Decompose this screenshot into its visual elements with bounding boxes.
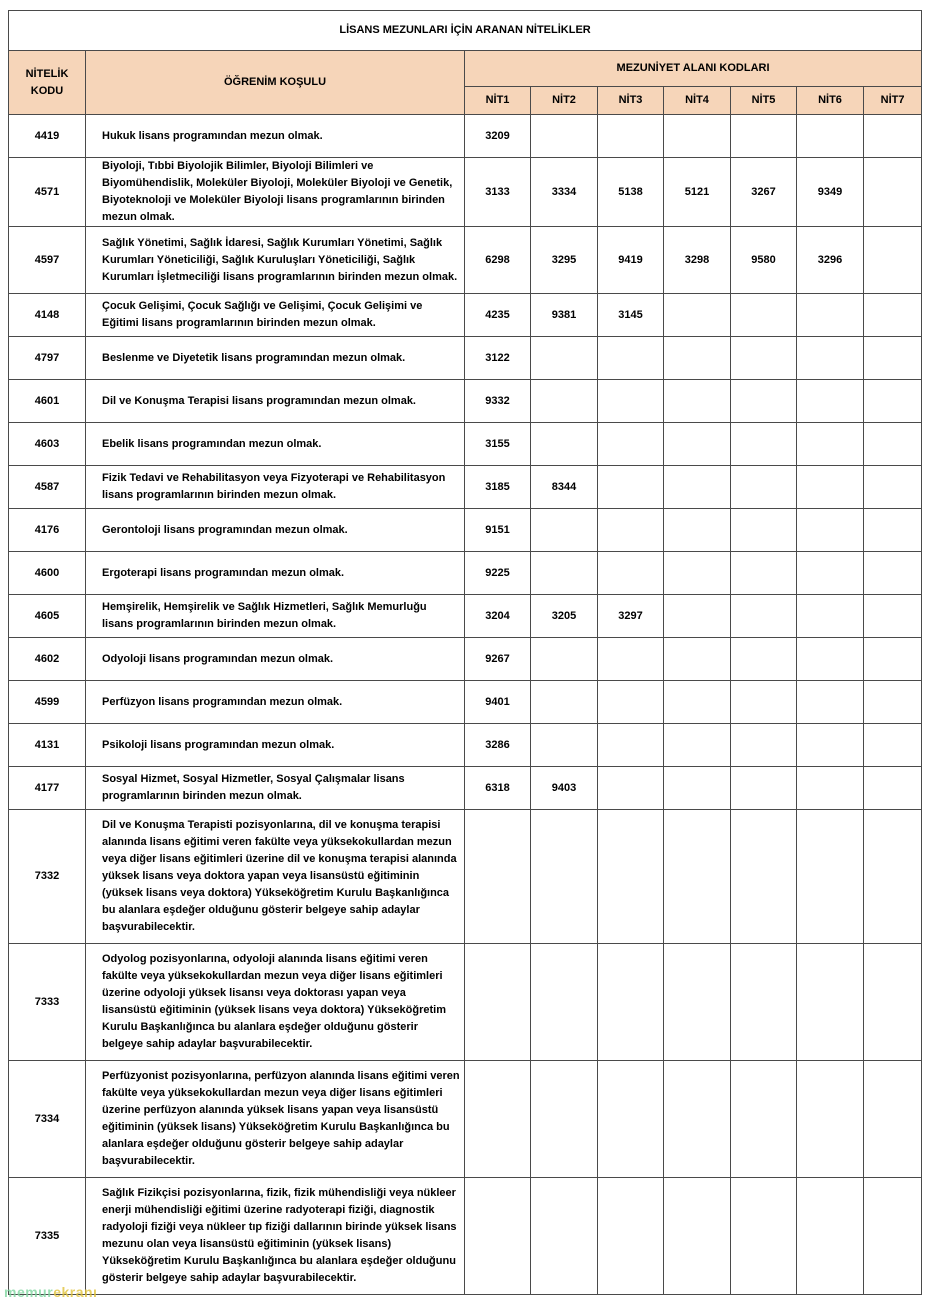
table-row bbox=[9, 337, 922, 380]
nit6-code: 9349 bbox=[797, 158, 864, 227]
qualification-code: 4602 bbox=[9, 638, 86, 681]
table-row bbox=[9, 115, 922, 158]
education-condition: Sağlık Fizikçisi pozisyonlarına, fizik, fizik mühendisliği veya nükleer enerji mühendisliği eğitimi üzerine radyoterapi fiziği, diagnostik radyoloji fiziği veya nükleer tıp fiziği dallarının birinde yüksek lisans mezunu olan veya lisansüstü eğitiminin (yüksek lisans) Yükseköğretim Kurulu Başkanlığınca bu alanlara eşdeğer olduğunu gösterir belgeye sahip adaylar başvurabilecektir. bbox=[86, 1178, 465, 1295]
education-condition: Gerontoloji lisans programından mezun olmak. bbox=[86, 509, 465, 552]
nit1-code: 3209 bbox=[465, 115, 531, 158]
nit7-code bbox=[864, 681, 922, 724]
nit4-code bbox=[664, 423, 731, 466]
nit1-code: 9401 bbox=[465, 681, 531, 724]
qualification-code: 4177 bbox=[9, 767, 86, 810]
qualification-code: 7332 bbox=[9, 810, 86, 944]
education-condition: Odyoloji lisans programından mezun olmak. bbox=[86, 638, 465, 681]
watermark-logo: memurekranı bbox=[4, 1284, 98, 1300]
nit2-code bbox=[531, 1178, 598, 1295]
nit5-code bbox=[731, 552, 797, 595]
nit2-code: 9403 bbox=[531, 767, 598, 810]
education-condition: Ergoterapi lisans programından mezun olmak. bbox=[86, 552, 465, 595]
nit1-code: 6298 bbox=[465, 227, 531, 294]
nit7-code bbox=[864, 423, 922, 466]
nit1-code: 3185 bbox=[465, 466, 531, 509]
nit5-code bbox=[731, 466, 797, 509]
table-row bbox=[9, 509, 922, 552]
nit6-code bbox=[797, 509, 864, 552]
nit6-code bbox=[797, 810, 864, 944]
nit6-code bbox=[797, 681, 864, 724]
nit4-code bbox=[664, 724, 731, 767]
qualification-code: 4797 bbox=[9, 337, 86, 380]
qualification-code: 4148 bbox=[9, 294, 86, 337]
qualifications-table bbox=[8, 10, 922, 1295]
nit2-code bbox=[531, 681, 598, 724]
nit3-code: 3145 bbox=[598, 294, 664, 337]
education-condition: Biyoloji, Tıbbi Biyolojik Bilimler, Biyoloji Bilimleri ve Biyomühendislik, Moleküler Biyoloji, Moleküler Biyoloji ve Genetik, Biyoteknoloji ve Moleküler Biyoloji lisans programlarının birinden mezun olmak. bbox=[86, 158, 465, 227]
nit7-code bbox=[864, 227, 922, 294]
education-condition: Perfüzyon lisans programından mezun olmak. bbox=[86, 681, 465, 724]
nit4-code bbox=[664, 380, 731, 423]
nit7-code bbox=[864, 595, 922, 638]
nit6-code bbox=[797, 552, 864, 595]
nit4-code bbox=[664, 509, 731, 552]
header-condition: ÖĞRENİM KOŞULU bbox=[86, 51, 465, 115]
nit6-code bbox=[797, 638, 864, 681]
education-condition: Fizik Tedavi ve Rehabilitasyon veya Fizyoterapi ve Rehabilitasyon lisans programlarının birinden mezun olmak. bbox=[86, 466, 465, 509]
nit6-code bbox=[797, 595, 864, 638]
nit3-code: 9419 bbox=[598, 227, 664, 294]
nit7-code bbox=[864, 158, 922, 227]
education-condition: Sosyal Hizmet, Sosyal Hizmetler, Sosyal Çalışmalar lisans programlarının birinden mezun olmak. bbox=[86, 767, 465, 810]
nit2-code bbox=[531, 724, 598, 767]
nit1-code: 9332 bbox=[465, 380, 531, 423]
nit1-code: 9267 bbox=[465, 638, 531, 681]
header-code: NİTELİK KODU bbox=[9, 51, 86, 115]
nit5-code bbox=[731, 380, 797, 423]
qualification-code: 4571 bbox=[9, 158, 86, 227]
nit4-code: 3298 bbox=[664, 227, 731, 294]
header-nit7: NİT7 bbox=[864, 87, 922, 115]
nit3-code bbox=[598, 638, 664, 681]
nit5-code: 3267 bbox=[731, 158, 797, 227]
header-nit3: NİT3 bbox=[598, 87, 664, 115]
nit7-code bbox=[864, 944, 922, 1061]
table-row bbox=[9, 380, 922, 423]
qualification-code: 4419 bbox=[9, 115, 86, 158]
nit3-code bbox=[598, 337, 664, 380]
nit5-code bbox=[731, 423, 797, 466]
nit5-code bbox=[731, 595, 797, 638]
education-condition: Hemşirelik, Hemşirelik ve Sağlık Hizmetleri, Sağlık Memurluğu lisans programlarının birinden mezun olmak. bbox=[86, 595, 465, 638]
nit3-code bbox=[598, 1061, 664, 1178]
nit1-code: 6318 bbox=[465, 767, 531, 810]
education-condition: Ebelik lisans programından mezun olmak. bbox=[86, 423, 465, 466]
education-condition: Beslenme ve Diyetetik lisans programından mezun olmak. bbox=[86, 337, 465, 380]
nit7-code bbox=[864, 552, 922, 595]
header-nit4: NİT4 bbox=[664, 87, 731, 115]
nit1-code: 3204 bbox=[465, 595, 531, 638]
nit6-code bbox=[797, 423, 864, 466]
education-condition: Perfüzyonist pozisyonlarına, perfüzyon alanında lisans eğitimi veren fakülte veya yüksekokullardan mezun veya diğer lisans eğitimleri üzerine perfüzyon alanında yüksek lisans yapan veya lisansüstü eğitiminin (yüksek lisans) Yükseköğretim Kurulu Başkanlığınca bu alanlara eşdeğer olduğunu gösterir belgeye sahip adaylar başvurabilecektir. bbox=[86, 1061, 465, 1178]
table-row bbox=[9, 1178, 922, 1295]
nit6-code bbox=[797, 1061, 864, 1178]
nit4-code bbox=[664, 552, 731, 595]
table-title: LİSANS MEZUNLARI İÇİN ARANAN NİTELİKLER bbox=[9, 11, 922, 51]
nit3-code bbox=[598, 810, 664, 944]
nit5-code bbox=[731, 944, 797, 1061]
nit3-code bbox=[598, 115, 664, 158]
education-condition: Odyolog pozisyonlarına, odyoloji alanında lisans eğitimi veren fakülte veya yüksekokullardan mezun veya diğer lisans eğitimleri üzerine odyoloji yüksek lisansı veya doktorası yapan veya lisansüstü eğitiminin (yüksek lisans veya doktora) Yükseköğretim Kurulu Başkanlığınca bu alanlara eşdeğer olduğunu gösterir belgeye sahip adaylar başvurabilecektir. bbox=[86, 944, 465, 1061]
nit4-code bbox=[664, 294, 731, 337]
nit2-code: 3334 bbox=[531, 158, 598, 227]
nit5-code bbox=[731, 724, 797, 767]
nit2-code: 9381 bbox=[531, 294, 598, 337]
nit5-code bbox=[731, 681, 797, 724]
education-condition: Dil ve Konuşma Terapisti pozisyonlarına, dil ve konuşma terapisi alanında lisans eğitimi veren fakülte veya yüksekokullardan mezun veya diğer lisans eğitimleri üzerine dil ve konuşma terapisi alanında yüksek lisans veya doktora yapan veya lisansüstü eğitiminin (yüksek lisans veya doktora) Yükseköğretim Kurulu Başkanlığınca bu alanlara eşdeğer olduğunu gösterir belgeye sahip adaylar başvurabilecektir. bbox=[86, 810, 465, 944]
nit3-code bbox=[598, 724, 664, 767]
nit5-code bbox=[731, 1178, 797, 1295]
nit1-code bbox=[465, 944, 531, 1061]
table-row bbox=[9, 638, 922, 681]
nit1-code: 3133 bbox=[465, 158, 531, 227]
nit1-code: 9151 bbox=[465, 509, 531, 552]
nit6-code bbox=[797, 380, 864, 423]
nit7-code bbox=[864, 1061, 922, 1178]
table-row bbox=[9, 724, 922, 767]
header-nit1: NİT1 bbox=[465, 87, 531, 115]
nit6-code bbox=[797, 294, 864, 337]
nit4-code bbox=[664, 767, 731, 810]
qualification-code: 4587 bbox=[9, 466, 86, 509]
nit7-code bbox=[864, 115, 922, 158]
nit4-code bbox=[664, 115, 731, 158]
nit1-code: 9225 bbox=[465, 552, 531, 595]
nit5-code bbox=[731, 115, 797, 158]
nit3-code: 5138 bbox=[598, 158, 664, 227]
education-condition: Çocuk Gelişimi, Çocuk Sağlığı ve Gelişimi, Çocuk Gelişimi ve Eğitimi lisans programlarının birinden mezun olmak. bbox=[86, 294, 465, 337]
nit7-code bbox=[864, 1178, 922, 1295]
nit4-code bbox=[664, 1061, 731, 1178]
table-row bbox=[9, 810, 922, 944]
table-row bbox=[9, 681, 922, 724]
nit3-code bbox=[598, 509, 664, 552]
nit3-code bbox=[598, 552, 664, 595]
nit2-code bbox=[531, 115, 598, 158]
nit7-code bbox=[864, 337, 922, 380]
education-condition: Sağlık Yönetimi, Sağlık İdaresi, Sağlık Kurumları Yönetimi, Sağlık Kurumları Yöneticiliği, Sağlık Kuruluşları Yöneticiliği, Sağlık Kurumları İşletmeciliği lisans programlarının birinden mezun olmak. bbox=[86, 227, 465, 294]
nit4-code bbox=[664, 466, 731, 509]
nit2-code bbox=[531, 1061, 598, 1178]
qualification-code: 7333 bbox=[9, 944, 86, 1061]
qualification-code: 4176 bbox=[9, 509, 86, 552]
nit1-code bbox=[465, 1061, 531, 1178]
qualification-code: 4605 bbox=[9, 595, 86, 638]
nit7-code bbox=[864, 724, 922, 767]
nit5-code bbox=[731, 337, 797, 380]
qualification-code: 7335 bbox=[9, 1178, 86, 1295]
nit3-code bbox=[598, 466, 664, 509]
nit2-code: 3205 bbox=[531, 595, 598, 638]
nit3-code bbox=[598, 380, 664, 423]
nit4-code bbox=[664, 681, 731, 724]
nit6-code bbox=[797, 115, 864, 158]
nit4-code bbox=[664, 595, 731, 638]
nit2-code bbox=[531, 552, 598, 595]
nit2-code bbox=[531, 380, 598, 423]
nit2-code bbox=[531, 509, 598, 552]
nit2-code: 3295 bbox=[531, 227, 598, 294]
nit7-code bbox=[864, 294, 922, 337]
table-row bbox=[9, 595, 922, 638]
nit1-code bbox=[465, 810, 531, 944]
header-nit5: NİT5 bbox=[731, 87, 797, 115]
nit5-code bbox=[731, 810, 797, 944]
header-codes-group: MEZUNİYET ALANI KODLARI bbox=[465, 51, 922, 87]
table-row bbox=[9, 944, 922, 1061]
table-row bbox=[9, 423, 922, 466]
education-condition: Hukuk lisans programından mezun olmak. bbox=[86, 115, 465, 158]
header-nit2: NİT2 bbox=[531, 87, 598, 115]
nit5-code bbox=[731, 509, 797, 552]
nit1-code: 3122 bbox=[465, 337, 531, 380]
table-row bbox=[9, 767, 922, 810]
nit4-code bbox=[664, 810, 731, 944]
qualification-code: 4600 bbox=[9, 552, 86, 595]
nit2-code: 8344 bbox=[531, 466, 598, 509]
qualification-code: 4131 bbox=[9, 724, 86, 767]
education-condition: Dil ve Konuşma Terapisi lisans programından mezun olmak. bbox=[86, 380, 465, 423]
nit1-code: 3155 bbox=[465, 423, 531, 466]
nit3-code bbox=[598, 681, 664, 724]
nit3-code: 3297 bbox=[598, 595, 664, 638]
nit5-code bbox=[731, 767, 797, 810]
header-nit6: NİT6 bbox=[797, 87, 864, 115]
nit2-code bbox=[531, 810, 598, 944]
table-row bbox=[9, 158, 922, 227]
table-row bbox=[9, 552, 922, 595]
nit2-code bbox=[531, 638, 598, 681]
nit7-code bbox=[864, 509, 922, 552]
nit5-code bbox=[731, 638, 797, 681]
nit3-code bbox=[598, 423, 664, 466]
nit5-code bbox=[731, 1061, 797, 1178]
qualification-code: 7334 bbox=[9, 1061, 86, 1178]
nit6-code bbox=[797, 944, 864, 1061]
education-condition: Psikoloji lisans programından mezun olmak. bbox=[86, 724, 465, 767]
nit4-code: 5121 bbox=[664, 158, 731, 227]
nit7-code bbox=[864, 638, 922, 681]
qualification-code: 4599 bbox=[9, 681, 86, 724]
nit7-code bbox=[864, 466, 922, 509]
nit3-code bbox=[598, 767, 664, 810]
nit7-code bbox=[864, 767, 922, 810]
nit7-code bbox=[864, 380, 922, 423]
nit4-code bbox=[664, 944, 731, 1061]
table-row bbox=[9, 227, 922, 294]
nit6-code bbox=[797, 724, 864, 767]
nit6-code: 3296 bbox=[797, 227, 864, 294]
nit4-code bbox=[664, 638, 731, 681]
nit6-code bbox=[797, 466, 864, 509]
table-row bbox=[9, 294, 922, 337]
table-row bbox=[9, 466, 922, 509]
nit6-code bbox=[797, 337, 864, 380]
qualification-code: 4603 bbox=[9, 423, 86, 466]
nit2-code bbox=[531, 944, 598, 1061]
nit1-code: 4235 bbox=[465, 294, 531, 337]
nit4-code bbox=[664, 337, 731, 380]
nit1-code bbox=[465, 1178, 531, 1295]
nit6-code bbox=[797, 767, 864, 810]
nit5-code bbox=[731, 294, 797, 337]
table-row bbox=[9, 1061, 922, 1178]
nit3-code bbox=[598, 1178, 664, 1295]
table-body bbox=[9, 115, 922, 1295]
nit6-code bbox=[797, 1178, 864, 1295]
nit7-code bbox=[864, 810, 922, 944]
nit1-code: 3286 bbox=[465, 724, 531, 767]
nit2-code bbox=[531, 423, 598, 466]
nit5-code: 9580 bbox=[731, 227, 797, 294]
nit2-code bbox=[531, 337, 598, 380]
qualification-code: 4597 bbox=[9, 227, 86, 294]
qualification-code: 4601 bbox=[9, 380, 86, 423]
nit3-code bbox=[598, 944, 664, 1061]
nit4-code bbox=[664, 1178, 731, 1295]
